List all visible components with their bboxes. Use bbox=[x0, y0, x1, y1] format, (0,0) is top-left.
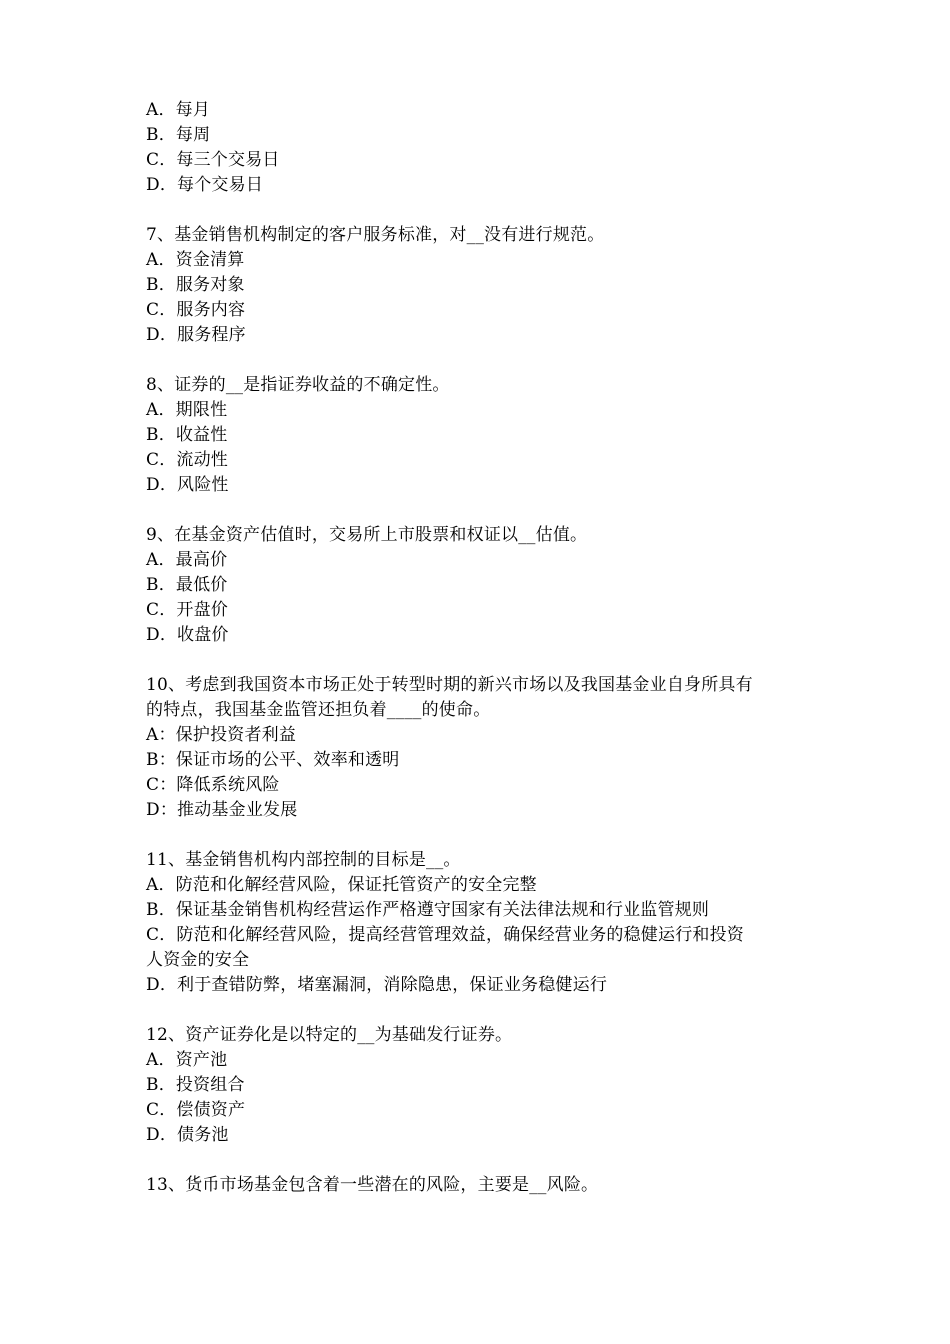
option-c: C．偿债资产 bbox=[146, 1100, 246, 1120]
spacer bbox=[146, 198, 816, 223]
question-block-11 bbox=[146, 848, 816, 998]
question-text: 11、基金销售机构内部控制的目标是__。 bbox=[146, 850, 461, 870]
option-c: C．开盘价 bbox=[146, 600, 229, 620]
spacer bbox=[146, 648, 816, 673]
option-b: B．收益性 bbox=[146, 425, 228, 445]
option-c: C．每三个交易日 bbox=[146, 150, 280, 170]
option-a: A．每月 bbox=[146, 100, 211, 120]
spacer bbox=[146, 998, 816, 1023]
option-d: D．每个交易日 bbox=[146, 175, 264, 195]
question-text: 8、证券的__是指证券收益的不确定性。 bbox=[146, 375, 450, 395]
spacer bbox=[146, 498, 816, 523]
option-b: B：保证市场的公平、效率和透明 bbox=[146, 750, 400, 770]
question-block-12 bbox=[146, 1023, 816, 1148]
option-a: A．防范和化解经营风险，保证托管资产的安全完整 bbox=[146, 875, 537, 895]
option-b: B．最低价 bbox=[146, 575, 228, 595]
option-a: A．资产池 bbox=[146, 1050, 228, 1070]
question-block-13 bbox=[146, 1173, 816, 1198]
option-c: C．服务内容 bbox=[146, 300, 246, 320]
question-block-6 bbox=[146, 98, 816, 198]
question-text: 12、资产证券化是以特定的__为基础发行证券。 bbox=[146, 1025, 513, 1045]
document-page bbox=[146, 98, 816, 1198]
option-c: C．防范和化解经营风险，提高经营管理效益，确保经营业务的稳健运行和投资 bbox=[146, 925, 745, 945]
option-d: D．债务池 bbox=[146, 1125, 229, 1145]
question-block-10 bbox=[146, 673, 816, 823]
option-d: D：推动基金业发展 bbox=[146, 800, 298, 820]
question-text: 7、基金销售机构制定的客户服务标准，对__没有进行规范。 bbox=[146, 225, 605, 245]
spacer bbox=[146, 348, 816, 373]
option-b: B．投资组合 bbox=[146, 1075, 245, 1095]
option-c-continued: 人资金的安全 bbox=[146, 950, 250, 970]
question-block-7 bbox=[146, 223, 816, 348]
question-text: 13、货币市场基金包含着一些潜在的风险，主要是__风险。 bbox=[146, 1175, 599, 1195]
option-a: A．期限性 bbox=[146, 400, 228, 420]
question-text-continued: 的特点，我国基金监管还担负着____的使命。 bbox=[146, 700, 491, 720]
spacer bbox=[146, 823, 816, 848]
option-b: B．每周 bbox=[146, 125, 211, 145]
question-text: 9、在基金资产估值时，交易所上市股票和权证以__估值。 bbox=[146, 525, 588, 545]
spacer bbox=[146, 1148, 816, 1173]
option-a: A．资金清算 bbox=[146, 250, 245, 270]
option-d: D．服务程序 bbox=[146, 325, 246, 345]
option-b: B．保证基金销售机构经营运作严格遵守国家有关法律法规和行业监管规则 bbox=[146, 900, 710, 920]
option-a: A．最高价 bbox=[146, 550, 228, 570]
option-c: C：降低系统风险 bbox=[146, 775, 280, 795]
question-block-9 bbox=[146, 523, 816, 648]
option-d: D．利于查错防弊，堵塞漏洞，消除隐患，保证业务稳健运行 bbox=[146, 975, 608, 995]
option-c: C．流动性 bbox=[146, 450, 229, 470]
question-text: 10、考虑到我国资本市场正处于转型时期的新兴市场以及我国基金业自身所具有 bbox=[146, 675, 753, 695]
option-d: D．收盘价 bbox=[146, 625, 229, 645]
question-block-8 bbox=[146, 373, 816, 498]
option-d: D．风险性 bbox=[146, 475, 229, 495]
option-b: B．服务对象 bbox=[146, 275, 245, 295]
option-a: A：保护投资者利益 bbox=[146, 725, 297, 745]
